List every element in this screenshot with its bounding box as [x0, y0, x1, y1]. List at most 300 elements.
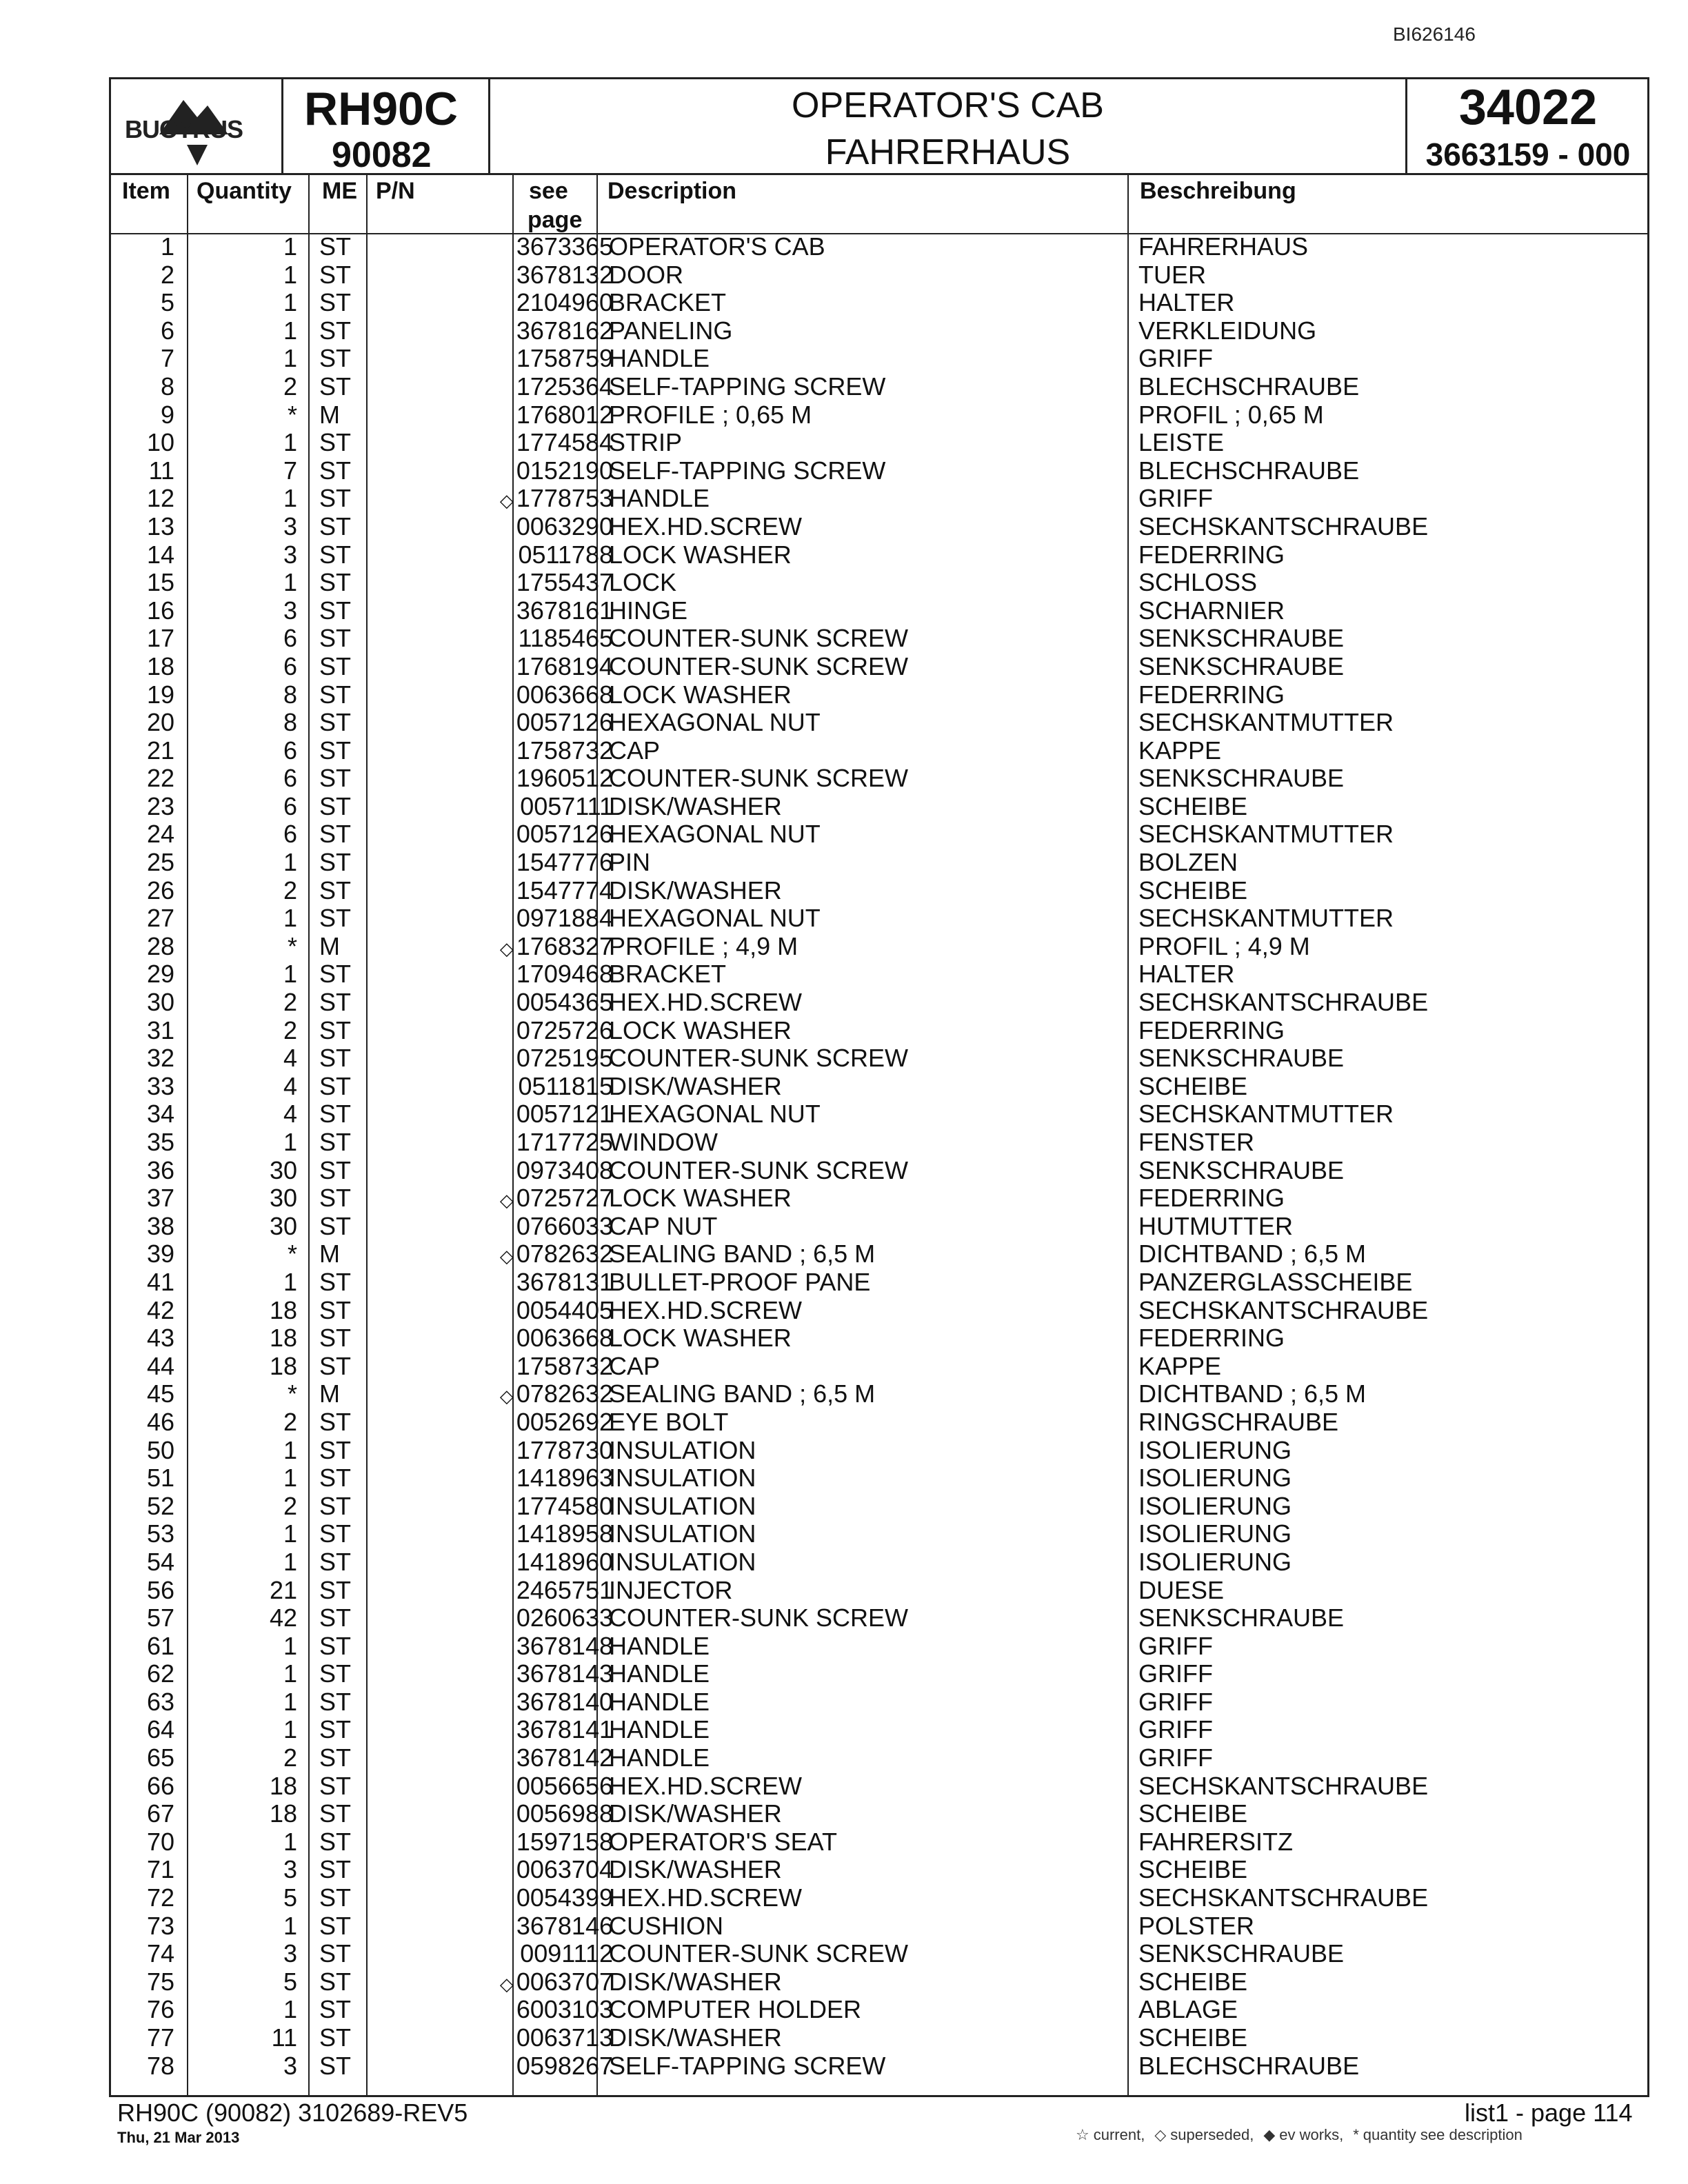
table-row	[111, 1604, 1647, 1632]
item-number: 21	[146, 736, 174, 765]
part-number	[370, 1017, 613, 1044]
table-row	[111, 317, 1647, 345]
description: COUNTER-SUNK SCREW	[609, 764, 909, 793]
item-number: 31	[146, 1015, 174, 1044]
table-row	[111, 1240, 1647, 1268]
unit: ST	[319, 456, 352, 485]
beschreibung: DICHTBAND ; 6,5 M	[1138, 1379, 1367, 1408]
beschreibung: SENKSCHRAUBE	[1138, 1155, 1345, 1184]
table-row	[111, 1912, 1647, 1941]
beschreibung: FENSTER	[1138, 1128, 1255, 1156]
table-row	[111, 625, 1647, 653]
beschreibung: GRIFF	[1138, 1631, 1213, 1660]
unit: ST	[319, 1155, 352, 1184]
legend-text: current,	[1093, 2126, 1145, 2143]
table-row	[111, 1213, 1647, 1241]
part-number-value: 0063668	[516, 1324, 613, 1353]
unit: ST	[319, 1883, 352, 1912]
part-number	[370, 1297, 613, 1324]
beschreibung: ISOLIERUNG	[1138, 1491, 1292, 1520]
unit: ST	[319, 791, 352, 820]
unit: ST	[319, 1464, 352, 1493]
quantity: 3	[283, 1939, 297, 1968]
quantity: 21	[269, 1575, 297, 1604]
beschreibung: RINGSCHRAUBE	[1138, 1407, 1339, 1436]
part-number	[370, 1129, 613, 1156]
part-number	[370, 1688, 613, 1716]
part-number	[370, 1800, 613, 1828]
table-row	[111, 2024, 1647, 2052]
footer-page: list1 - page 114	[1465, 2099, 1633, 2127]
quantity: 3	[283, 2051, 297, 2080]
quantity: 30	[269, 1184, 297, 1213]
part-number	[370, 1716, 613, 1743]
unit: ST	[319, 1211, 352, 1240]
item-number: 12	[146, 484, 174, 513]
beschreibung: SECHSKANTSCHRAUBE	[1138, 512, 1429, 540]
part-number	[370, 1968, 613, 1998]
part-number	[370, 1520, 613, 1548]
item-number: 78	[146, 2051, 174, 2080]
part-number	[370, 345, 613, 372]
description: COUNTER-SUNK SCREW	[609, 1044, 909, 1073]
description: HANDLE	[609, 1659, 710, 1688]
table-row	[111, 1437, 1647, 1465]
table-row	[111, 1828, 1647, 1857]
item-number: 54	[146, 1547, 174, 1576]
part-number-value: 0057126	[516, 708, 613, 737]
superseded-icon: ◇	[499, 1973, 514, 1994]
item-number: 5	[160, 288, 174, 317]
table-row	[111, 233, 1647, 261]
part-number	[370, 457, 613, 485]
unit: ST	[319, 960, 352, 989]
unit: ST	[319, 1407, 352, 1436]
description: INSULATION	[609, 1491, 756, 1520]
item-number: 18	[146, 651, 174, 680]
unit: ST	[319, 1128, 352, 1156]
part-number	[370, 1604, 613, 1632]
description: HANDLE	[609, 1715, 710, 1744]
unit: ST	[319, 680, 352, 709]
part-number	[370, 401, 613, 429]
quantity: 3	[283, 512, 297, 540]
unit: ST	[319, 1799, 352, 1828]
quantity: 1	[283, 232, 297, 261]
table-row	[111, 849, 1647, 877]
item-number: 61	[146, 1631, 174, 1660]
item-number: 44	[146, 1351, 174, 1380]
part-number	[370, 2052, 613, 2080]
superseded-icon: ◇	[499, 1386, 514, 1407]
unit: M	[319, 1379, 340, 1408]
part-number	[370, 1324, 613, 1352]
description: LOCK WASHER	[609, 680, 792, 709]
table-row	[111, 541, 1647, 569]
description: HEXAGONAL NUT	[609, 904, 821, 933]
table-row	[111, 1464, 1647, 1493]
quantity: *	[287, 931, 297, 960]
quantity: 1	[283, 1911, 297, 1940]
description: DISK/WASHER	[609, 1967, 782, 1996]
table-header	[111, 175, 1647, 234]
item-number: 38	[146, 1211, 174, 1240]
item-number: 9	[160, 400, 174, 429]
item-number: 56	[146, 1575, 174, 1604]
beschreibung: ISOLIERUNG	[1138, 1547, 1292, 1576]
table-row	[111, 737, 1647, 765]
part-number-value: 1758759	[516, 344, 613, 373]
description: INSULATION	[609, 1464, 756, 1493]
quantity: 2	[283, 1743, 297, 1772]
part-number	[370, 2024, 613, 2052]
quantity: 2	[283, 372, 297, 401]
description: HEXAGONAL NUT	[609, 1100, 821, 1129]
part-number	[370, 233, 613, 261]
part-number	[370, 933, 613, 962]
description: BRACKET	[609, 288, 727, 317]
unit: M	[319, 400, 340, 429]
part-number	[370, 569, 613, 596]
quantity: 8	[283, 708, 297, 737]
beschreibung: SCHLOSS	[1138, 568, 1258, 597]
beschreibung: FEDERRING	[1138, 1184, 1285, 1213]
unit: ST	[319, 1855, 352, 1884]
part-number-value: 0260633	[516, 1604, 613, 1632]
table-row	[111, 1968, 1647, 1996]
beschreibung: SENKSCHRAUBE	[1138, 624, 1345, 653]
unit: ST	[319, 736, 352, 765]
quantity: 1	[283, 428, 297, 457]
unit: ST	[319, 1184, 352, 1213]
beschreibung: DICHTBAND ; 6,5 M	[1138, 1240, 1367, 1268]
item-number: 64	[146, 1715, 174, 1744]
unit: ST	[319, 372, 352, 401]
beschreibung: SECHSKANTSCHRAUBE	[1138, 1295, 1429, 1324]
item-number: 27	[146, 904, 174, 933]
part-number-value: 2104960	[516, 288, 613, 317]
unit: ST	[319, 568, 352, 597]
description: HANDLE	[609, 1631, 710, 1660]
item-number: 28	[146, 931, 174, 960]
title-english: OPERATOR'S CAB	[792, 85, 1104, 125]
beschreibung: SCHEIBE	[1138, 1967, 1248, 1996]
quantity: 1	[283, 1547, 297, 1576]
item-number: 32	[146, 1044, 174, 1073]
model-cell	[283, 79, 490, 173]
description: PROFILE ; 0,65 M	[609, 400, 812, 429]
item-number: 35	[146, 1128, 174, 1156]
item-number: 46	[146, 1407, 174, 1436]
part-number-value: 0063707	[516, 1967, 613, 1996]
parts-table	[109, 175, 1649, 2097]
beschreibung: HALTER	[1138, 960, 1235, 989]
legend-text: quantity see description	[1363, 2126, 1523, 2143]
part-number	[370, 793, 613, 820]
description: HEX.HD.SCREW	[609, 512, 803, 540]
beschreibung: KAPPE	[1138, 736, 1222, 765]
beschreibung: DUESE	[1138, 1575, 1225, 1604]
table-row	[111, 1353, 1647, 1381]
quantity: 1	[283, 904, 297, 933]
description: PIN	[609, 848, 651, 877]
group-cell	[1407, 79, 1649, 173]
item-number: 53	[146, 1519, 174, 1548]
part-number	[370, 1437, 613, 1464]
description: OPERATOR'S SEAT	[609, 1827, 837, 1856]
description: PANELING	[609, 316, 733, 345]
part-number-value: 3678140	[516, 1687, 613, 1716]
legend-symbol-icon: ◇	[1154, 2126, 1167, 2143]
beschreibung: KAPPE	[1138, 1351, 1222, 1380]
part-number-value: 0052692	[516, 1407, 613, 1436]
part-number	[370, 317, 613, 345]
part-number-value: 3673365	[516, 232, 613, 261]
beschreibung: SCHEIBE	[1138, 2023, 1248, 2052]
item-number: 29	[146, 960, 174, 989]
part-number	[370, 1240, 613, 1270]
description: CAP	[609, 736, 661, 765]
part-number	[370, 989, 613, 1016]
item-number: 67	[146, 1799, 174, 1828]
quantity: 5	[283, 1967, 297, 1996]
part-number	[370, 513, 613, 540]
table-row	[111, 401, 1647, 429]
table-row	[111, 960, 1647, 989]
part-number	[370, 1184, 613, 1214]
table-row	[111, 1744, 1647, 1772]
description: SEALING BAND ; 6,5 M	[609, 1379, 876, 1408]
item-number: 13	[146, 512, 174, 540]
unit: ST	[319, 1491, 352, 1520]
quantity: 1	[283, 1995, 297, 2024]
description: COUNTER-SUNK SCREW	[609, 1155, 909, 1184]
quantity: 1	[283, 288, 297, 317]
part-number	[370, 1744, 613, 1772]
quantity: 6	[283, 791, 297, 820]
unit: ST	[319, 428, 352, 457]
quantity: 6	[283, 764, 297, 793]
unit: ST	[319, 904, 352, 933]
unit: ST	[319, 1631, 352, 1660]
document-reference: BI626146	[1393, 23, 1476, 45]
beschreibung: LEISTE	[1138, 428, 1225, 457]
quantity: 2	[283, 1015, 297, 1044]
item-number: 26	[146, 876, 174, 904]
part-number-value: 3678132	[516, 260, 613, 289]
part-number-value: 1418960	[516, 1547, 613, 1576]
quantity: 18	[269, 1351, 297, 1380]
beschreibung: GRIFF	[1138, 1743, 1213, 1772]
beschreibung: FAHRERSITZ	[1138, 1827, 1294, 1856]
beschreibung: BLECHSCHRAUBE	[1138, 2051, 1360, 2080]
description: SELF-TAPPING SCREW	[609, 456, 886, 485]
item-number: 62	[146, 1659, 174, 1688]
part-number	[370, 1940, 613, 1968]
beschreibung: POLSTER	[1138, 1911, 1255, 1940]
beschreibung: GRIFF	[1138, 344, 1213, 373]
description: STRIP	[609, 428, 683, 457]
quantity: 6	[283, 736, 297, 765]
part-number-value: 0973408	[516, 1155, 613, 1184]
beschreibung: ABLAGE	[1138, 1995, 1238, 2024]
unit: ST	[319, 316, 352, 345]
part-number	[370, 373, 613, 401]
description: COUNTER-SUNK SCREW	[609, 624, 909, 653]
part-number-value: 0971884	[516, 904, 613, 933]
part-number	[370, 1464, 613, 1492]
page-header	[109, 77, 1649, 175]
item-number: 1	[160, 232, 174, 261]
part-number-value: 0782632	[516, 1240, 613, 1268]
unit: ST	[319, 540, 352, 569]
beschreibung: SECHSKANTMUTTER	[1138, 904, 1394, 933]
unit: ST	[319, 848, 352, 877]
logo-cell	[111, 79, 283, 173]
header-pn: P/N	[376, 178, 415, 204]
part-number-value: 0152190	[516, 456, 613, 485]
footer-legend	[1076, 2126, 1532, 2144]
unit: ST	[319, 2051, 352, 2080]
unit: ST	[319, 1351, 352, 1380]
table-row	[111, 1493, 1647, 1521]
quantity: 1	[283, 960, 297, 989]
item-number: 75	[146, 1967, 174, 1996]
beschreibung: GRIFF	[1138, 1715, 1213, 1744]
item-number: 70	[146, 1827, 174, 1856]
model-name: RH90C	[304, 83, 458, 135]
table-row	[111, 289, 1647, 317]
item-number: 33	[146, 1071, 174, 1100]
item-number: 66	[146, 1771, 174, 1800]
header-beschreibung: Beschreibung	[1140, 178, 1296, 204]
table-row	[111, 597, 1647, 625]
part-number-value: 1185465	[518, 624, 613, 653]
quantity: *	[287, 1240, 297, 1268]
beschreibung: SECHSKANTSCHRAUBE	[1138, 1771, 1429, 1800]
description: HEX.HD.SCREW	[609, 988, 803, 1017]
quantity: 2	[283, 876, 297, 904]
quantity: 1	[283, 1631, 297, 1660]
part-number	[370, 960, 613, 988]
beschreibung: SECHSKANTSCHRAUBE	[1138, 988, 1429, 1017]
table-row	[111, 1324, 1647, 1353]
part-number	[370, 289, 613, 316]
beschreibung: GRIFF	[1138, 1687, 1213, 1716]
part-number-value: 1725364	[516, 372, 613, 401]
table-row	[111, 373, 1647, 401]
table-row	[111, 1129, 1647, 1157]
unit: ST	[319, 1547, 352, 1576]
unit: ST	[319, 1911, 352, 1940]
description: INSULATION	[609, 1547, 756, 1576]
part-number	[370, 737, 613, 765]
item-number: 30	[146, 988, 174, 1017]
part-number-value: 1418958	[516, 1519, 613, 1548]
part-number-value: 6003103	[516, 1995, 613, 2024]
item-number: 57	[146, 1604, 174, 1632]
quantity: 2	[283, 1491, 297, 1520]
unit: ST	[319, 1295, 352, 1324]
table-row	[111, 653, 1647, 681]
superseded-icon: ◇	[499, 938, 514, 959]
title-german: FAHRERHAUS	[825, 132, 1071, 172]
quantity: 1	[283, 568, 297, 597]
header-item: Item	[122, 178, 170, 204]
description: LOCK WASHER	[609, 1324, 792, 1353]
group-number: 34022	[1458, 80, 1598, 135]
part-number-value: 1755437	[516, 568, 613, 597]
unit: ST	[319, 708, 352, 737]
part-number	[370, 1772, 613, 1800]
footer-date: Thu, 21 Mar 2013	[117, 2129, 240, 2146]
table-row	[111, 261, 1647, 290]
part-number-value: 0725727	[516, 1184, 613, 1213]
beschreibung: PANZERGLASSCHEIBE	[1138, 1267, 1413, 1296]
part-number	[370, 261, 613, 289]
legend-text: superseded,	[1170, 2126, 1254, 2143]
quantity: 2	[283, 1407, 297, 1436]
part-number	[370, 877, 613, 904]
part-number	[370, 681, 613, 709]
unit: ST	[319, 1939, 352, 1968]
description: HANDLE	[609, 344, 710, 373]
part-number-value: 0725726	[516, 1015, 613, 1044]
part-number-value: 0054405	[516, 1295, 613, 1324]
unit: ST	[319, 624, 352, 653]
quantity: 6	[283, 651, 297, 680]
beschreibung: SECHSKANTMUTTER	[1138, 708, 1394, 737]
item-number: 72	[146, 1883, 174, 1912]
table-row	[111, 1716, 1647, 1744]
part-number	[370, 1912, 613, 1940]
part-number-value: 1547776	[516, 848, 613, 877]
beschreibung: HALTER	[1138, 288, 1235, 317]
description: COMPUTER HOLDER	[609, 1995, 862, 2024]
unit: ST	[319, 1015, 352, 1044]
quantity: 1	[283, 1464, 297, 1493]
part-number-value: 0091112	[520, 1939, 613, 1968]
part-number-value: 1778730	[516, 1435, 613, 1464]
item-number: 73	[146, 1911, 174, 1940]
beschreibung: PROFIL ; 4,9 M	[1138, 931, 1310, 960]
part-number	[370, 1353, 613, 1380]
legend-symbol-icon: ☆	[1076, 2126, 1089, 2143]
unit: ST	[319, 288, 352, 317]
item-number: 6	[160, 316, 174, 345]
beschreibung: GRIFF	[1138, 1659, 1213, 1688]
item-number: 45	[146, 1379, 174, 1408]
description: DISK/WASHER	[609, 1799, 782, 1828]
quantity: 18	[269, 1799, 297, 1828]
unit: ST	[319, 1519, 352, 1548]
description: CAP	[609, 1351, 661, 1380]
item-number: 36	[146, 1155, 174, 1184]
quantity: 6	[283, 624, 297, 653]
part-number-value: 1768327	[516, 931, 613, 960]
part-number-value: 0598267	[516, 2051, 613, 2080]
item-number: 65	[146, 1743, 174, 1772]
beschreibung: TUER	[1138, 260, 1206, 289]
item-number: 7	[160, 344, 174, 373]
part-number	[370, 653, 613, 680]
header-me: ME	[322, 178, 357, 204]
part-number	[370, 1157, 613, 1184]
item-number: 41	[146, 1267, 174, 1296]
quantity: 18	[269, 1324, 297, 1353]
beschreibung: SENKSCHRAUBE	[1138, 1044, 1345, 1073]
quantity: 18	[269, 1771, 297, 1800]
